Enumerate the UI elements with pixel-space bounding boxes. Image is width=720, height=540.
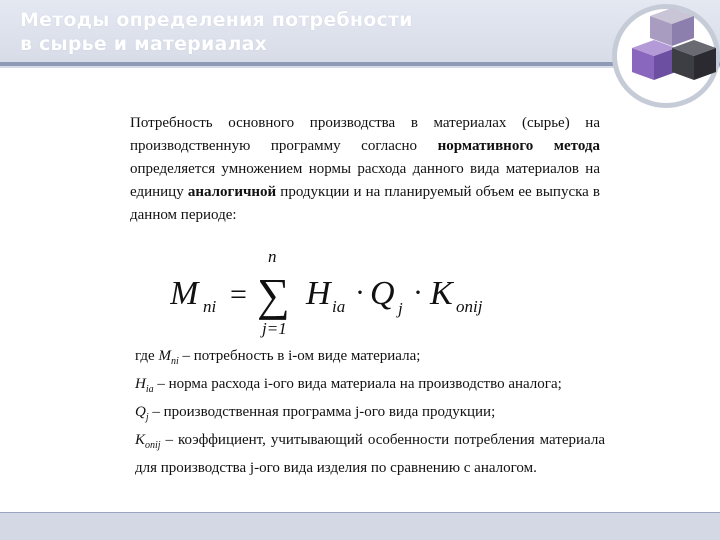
- explanation-mni: [135, 345, 605, 373]
- formula-k: K: [430, 275, 453, 312]
- symbol-letter: H: [135, 376, 146, 392]
- slide-title-line2: в сырье и материалах: [20, 33, 268, 55]
- norm-formula: [170, 244, 530, 344]
- explanation-lead: где: [135, 348, 159, 364]
- formula-dot-2: ·: [413, 276, 423, 309]
- explanation-qj: [135, 401, 605, 429]
- symbol-q: [135, 404, 149, 423]
- intro-bold-2: аналогичной: [187, 184, 277, 200]
- formula-q: Q: [370, 275, 395, 312]
- footer-band: [0, 513, 720, 540]
- symbol-subscript: ia: [145, 384, 154, 395]
- formula-sum-upper: n: [268, 247, 277, 266]
- symbol-m: [158, 348, 179, 367]
- formula-lhs: M: [170, 275, 199, 312]
- symbol-h: [135, 376, 154, 395]
- intro-text-1: Потребность основного производства в материалах (сырье) на производственную программу согласно: [130, 115, 600, 154]
- slide-title-line1: Методы определения потребности: [20, 9, 413, 31]
- formula-sum-lower: j=1: [262, 319, 287, 338]
- symbol-subscript: onij: [145, 440, 161, 451]
- formula-sigma: ∑: [257, 269, 290, 320]
- symbol-letter: K: [135, 432, 146, 448]
- explanation-text: – норма расхода i-ого вида материала на производство аналога;: [153, 376, 562, 392]
- symbol-subscript: ni: [170, 356, 179, 367]
- formula-h: H: [306, 275, 331, 312]
- symbol-subscript: j: [145, 412, 149, 423]
- intro-paragraph: [130, 112, 600, 227]
- symbol-k: [135, 432, 161, 451]
- intro-bold-1: нормативного метода: [437, 138, 600, 154]
- explanation-text: – коэффициент, учитывающий особенности потребления материала для производства j-ого вида изделия по сравнению с аналогом.: [135, 432, 605, 476]
- stacked-cubes-icon: [628, 6, 718, 96]
- explanation-hia: [135, 373, 605, 401]
- explanation-konij: [135, 429, 605, 479]
- formula-lhs-sub: ni: [203, 297, 217, 316]
- symbol-letter: M: [158, 348, 171, 364]
- formula-k-sub: onij: [456, 297, 483, 316]
- explanation-text: – производственная программа j-ого вида продукции;: [148, 404, 496, 420]
- intro-text-2: определяется умножением нормы расхода данного вида материалов на единицу: [130, 161, 600, 200]
- symbol-letter: Q: [135, 404, 146, 420]
- explanation-text: – потребность в i-ом виде материала;: [178, 348, 421, 364]
- intro-text-3: продукции и на планируемый объем ее выпуска в данном периоде:: [130, 184, 601, 223]
- formula-equals: =: [230, 278, 247, 311]
- formula-dot-1: ·: [355, 276, 365, 309]
- slide-title: [20, 8, 413, 56]
- variable-explanations: [135, 345, 605, 479]
- formula-h-sub: ia: [332, 297, 346, 316]
- formula-q-sub: j: [398, 299, 403, 318]
